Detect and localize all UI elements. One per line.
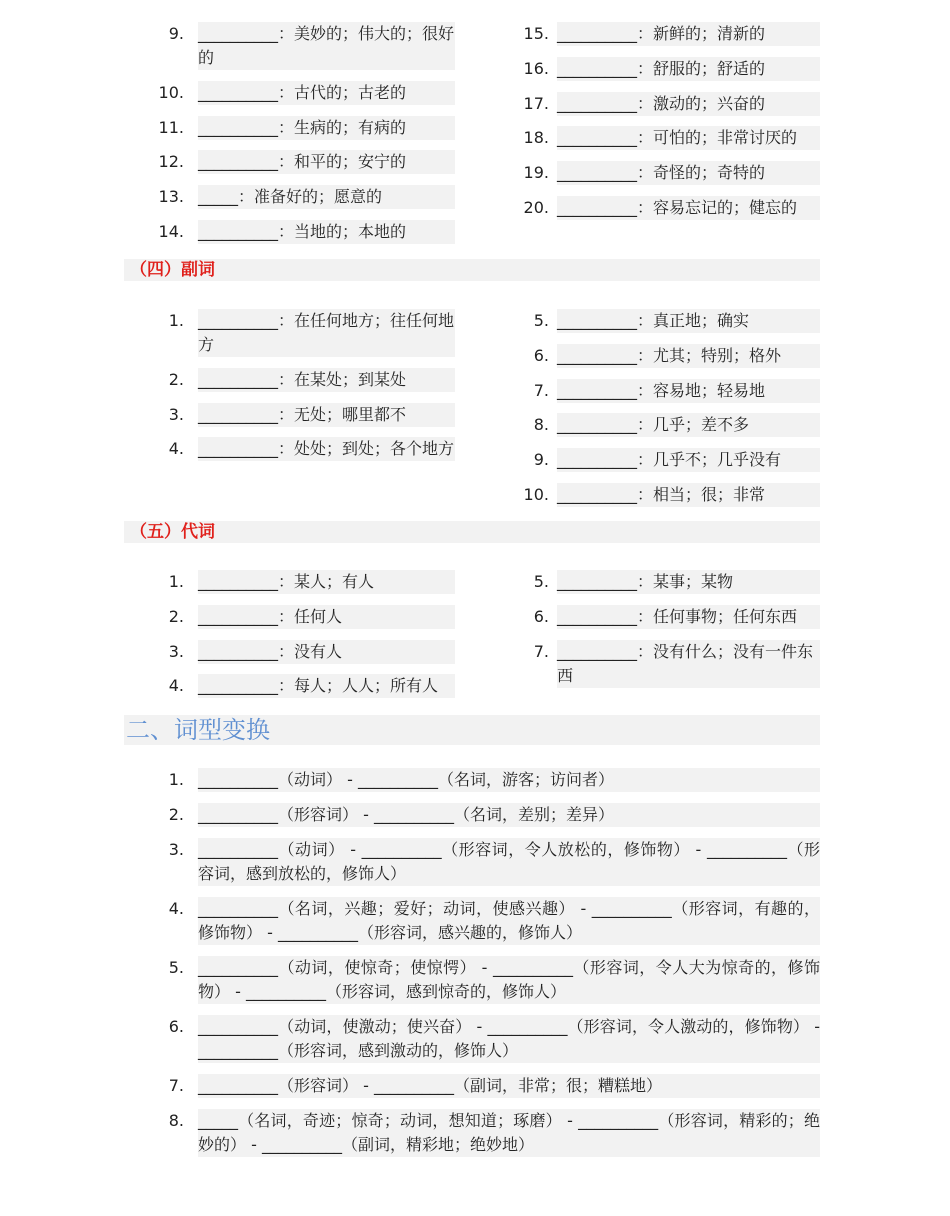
adverb-column-right <box>515 309 820 518</box>
list-item: 18. __________：可怕的；非常讨厌的 <box>515 126 820 150</box>
list-item: 7. __________（形容词） - __________（副词，非常；很；糟糕地） <box>150 1074 820 1098</box>
list-item: 4. __________：处处；到处；各个地方 <box>150 437 455 461</box>
pronoun-column-left <box>150 570 455 709</box>
list-item: 3. __________：没有人 <box>150 640 455 664</box>
list-item: 13. _____：准备好的；愿意的 <box>150 185 455 209</box>
adverb-list <box>150 309 820 518</box>
list-item: 10. __________：相当；很；非常 <box>515 483 820 507</box>
list-item: 5. __________：真正地；确实 <box>515 309 820 333</box>
part-title-word-transformation: 二、词型变换 <box>124 715 820 745</box>
adverb-column-left <box>150 309 455 518</box>
adjective-column-left <box>150 22 455 255</box>
list-item: 7. __________：容易地；轻易地 <box>515 379 820 403</box>
list-item: 9. __________：几乎不；几乎没有 <box>515 448 820 472</box>
list-item: 6. __________：尤其；特别；格外 <box>515 344 820 368</box>
list-item: 2. __________：在某处；到某处 <box>150 368 455 392</box>
transformation-list <box>150 768 820 1168</box>
list-item: 7. __________：没有什么；没有一件东西 <box>515 640 820 688</box>
list-item: 8. _____（名词，奇迹；惊奇；动词，想知道；琢磨） - __________（形容词，精彩的；绝妙的） - __________（副词，精彩地；绝妙地） <box>150 1109 820 1157</box>
list-item: 14. __________：当地的；本地的 <box>150 220 455 244</box>
list-item: 15. __________：新鲜的；清新的 <box>515 22 820 46</box>
list-item: 6. __________：任何事物；任何东西 <box>515 605 820 629</box>
list-item: 4. __________：每人；人人；所有人 <box>150 674 455 698</box>
adjective-column-right <box>515 22 820 255</box>
section-heading-pronouns: （五）代词 <box>124 521 820 543</box>
list-item: 2. __________：任何人 <box>150 605 455 629</box>
list-item: 12. __________：和平的；安宁的 <box>150 150 455 174</box>
section-heading-adverbs: （四）副词 <box>124 259 820 281</box>
list-item: 5. __________（动词，使惊奇；使惊愕） - __________（形容词，令人大为惊奇的，修饰物） - __________（形容词，感到惊奇的，修饰人） <box>150 956 820 1004</box>
list-item: 5. __________：某事；某物 <box>515 570 820 594</box>
list-item: 6. __________（动词，使激动；使兴奋） - __________（形容词，令人激动的，修饰物） - __________（形容词，感到激动的，修饰人） <box>150 1015 820 1063</box>
list-item: 3. __________：无处；哪里都不 <box>150 403 455 427</box>
list-item: 2. __________（形容词） - __________（名词，差别；差异） <box>150 803 820 827</box>
list-item: 3. __________（动词） - __________（形容词，令人放松的，修饰物） - __________（形容词，感到放松的，修饰人） <box>150 838 820 886</box>
list-item: 1. __________：某人；有人 <box>150 570 455 594</box>
list-item: 8. __________：几乎；差不多 <box>515 413 820 437</box>
adjective-list <box>150 22 820 255</box>
list-item: 9. __________：美妙的；伟大的；很好的 <box>150 22 455 70</box>
pronoun-column-right <box>515 570 820 709</box>
list-item: 19. __________：奇怪的；奇特的 <box>515 161 820 185</box>
list-item: 1. __________（动词） - __________（名词，游客；访问者） <box>150 768 820 792</box>
list-item: 17. __________：激动的；兴奋的 <box>515 92 820 116</box>
list-item: 16. __________：舒服的；舒适的 <box>515 57 820 81</box>
list-item: 20. __________：容易忘记的；健忘的 <box>515 196 820 220</box>
list-item: 1. __________：在任何地方；往任何地方 <box>150 309 455 357</box>
list-item: 10. __________：古代的；古老的 <box>150 81 455 105</box>
list-item: 4. __________（名词，兴趣；爱好；动词，使感兴趣） - __________（形容词，有趣的，修饰物） - __________（形容词，感兴趣的，修饰人） <box>150 897 820 945</box>
list-item: 11. __________：生病的；有病的 <box>150 116 455 140</box>
pronoun-list <box>150 570 820 709</box>
